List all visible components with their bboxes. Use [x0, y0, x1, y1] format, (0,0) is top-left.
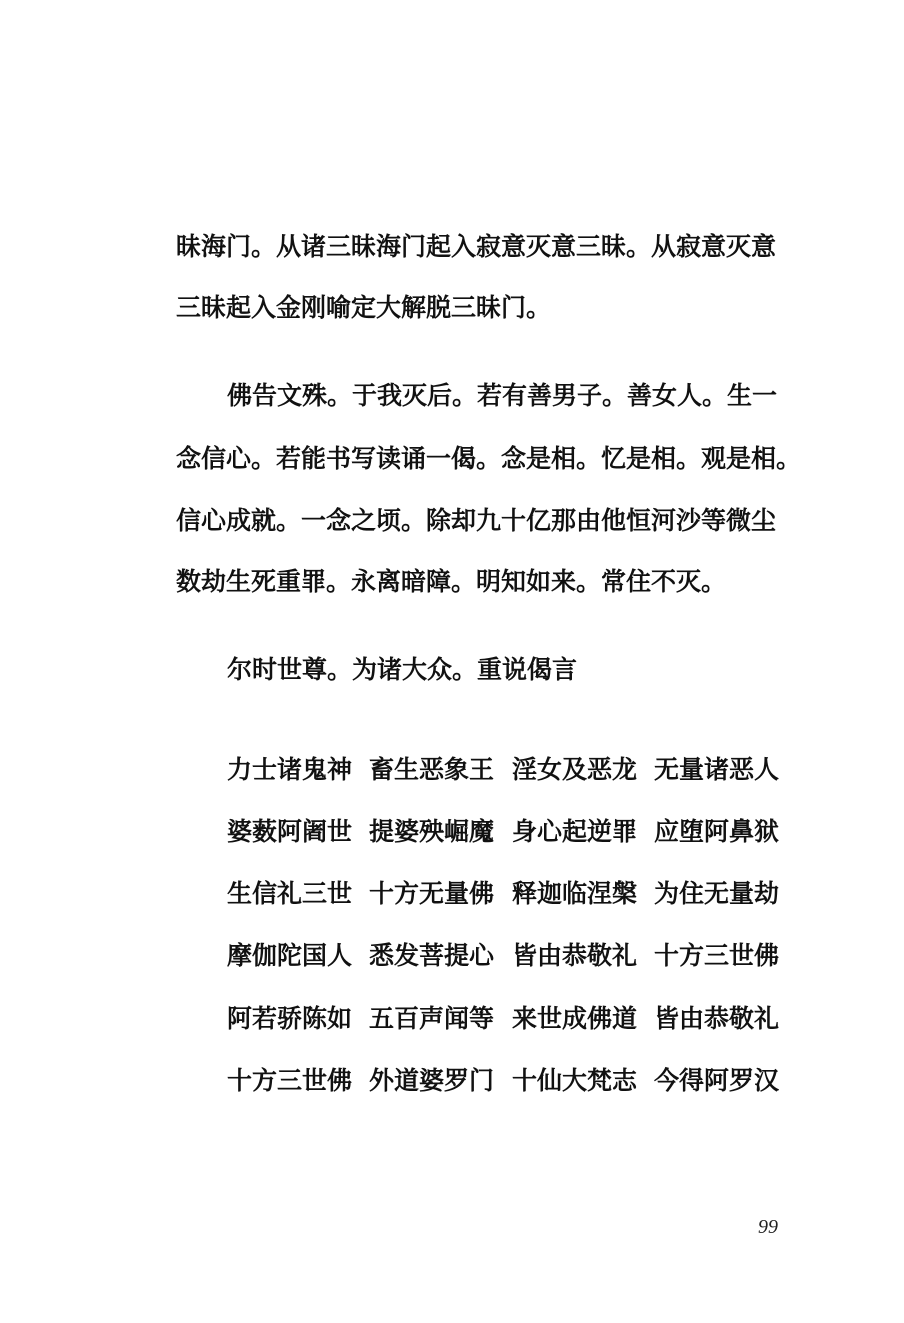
verse-row — [227, 941, 787, 971]
verse-phrase: 力士诸鬼神 — [227, 755, 353, 784]
verse-phrase: 五百声闻等 — [369, 1004, 495, 1033]
verse-phrase: 十方三世佛 — [654, 941, 780, 970]
verse-row — [227, 879, 787, 909]
verse-phrase: 十方无量佛 — [369, 879, 495, 908]
verse-phrase: 生信礼三世 — [227, 879, 353, 908]
verse-row — [227, 817, 787, 847]
verse-phrase: 今得阿罗汉 — [654, 1066, 780, 1095]
verse-phrase: 来世成佛道 — [512, 1004, 638, 1033]
verse-phrase: 应堕阿鼻狱 — [654, 817, 780, 846]
verse-phrase: 畜生恶象王 — [369, 755, 495, 784]
verse-row — [227, 755, 787, 785]
prose-line: 三昧起入金刚喻定大解脱三昧门。 — [176, 293, 552, 322]
verse-phrase: 阿若骄陈如 — [227, 1004, 353, 1033]
page-number: 99 — [758, 1216, 778, 1238]
verse-phrase: 皆由恭敬礼 — [654, 1004, 780, 1033]
verse-phrase: 皆由恭敬礼 — [512, 941, 638, 970]
verse-phrase: 淫女及恶龙 — [512, 755, 638, 784]
verse-intro: 尔时世尊。为诸大众。重说偈言 — [227, 655, 578, 684]
verse-phrase: 为住无量劫 — [654, 879, 780, 908]
verse-phrase: 婆薮阿阇世 — [227, 817, 353, 846]
verse-phrase: 悉发菩提心 — [369, 941, 495, 970]
prose-line: 昧海门。从诸三昧海门起入寂意灭意三昧。从寂意灭意 — [176, 232, 777, 261]
verse-phrase: 提婆殃崛魔 — [369, 817, 495, 846]
verse-row — [227, 1004, 787, 1034]
verse-phrase: 释迦临涅槃 — [512, 879, 638, 908]
verse-phrase: 身心起逆罪 — [512, 817, 638, 846]
prose-line: 数劫生死重罪。永离暗障。明知如来。常住不灭。 — [176, 567, 727, 596]
prose-line: 佛告文殊。于我灭后。若有善男子。善女人。生一 — [227, 381, 778, 410]
verse-phrase: 无量诸恶人 — [654, 755, 780, 784]
prose-line: 念信心。若能书写读诵一偈。念是相。忆是相。观是相。 — [176, 444, 802, 473]
verse-phrase: 外道婆罗门 — [369, 1066, 495, 1095]
prose-line: 信心成就。一念之顷。除却九十亿那由他恒河沙等微尘 — [176, 506, 777, 535]
verse-phrase: 摩伽陀国人 — [227, 941, 353, 970]
verse-phrase: 十方三世佛 — [227, 1066, 353, 1095]
verse-phrase: 十仙大梵志 — [512, 1066, 638, 1095]
verse-row — [227, 1066, 787, 1096]
